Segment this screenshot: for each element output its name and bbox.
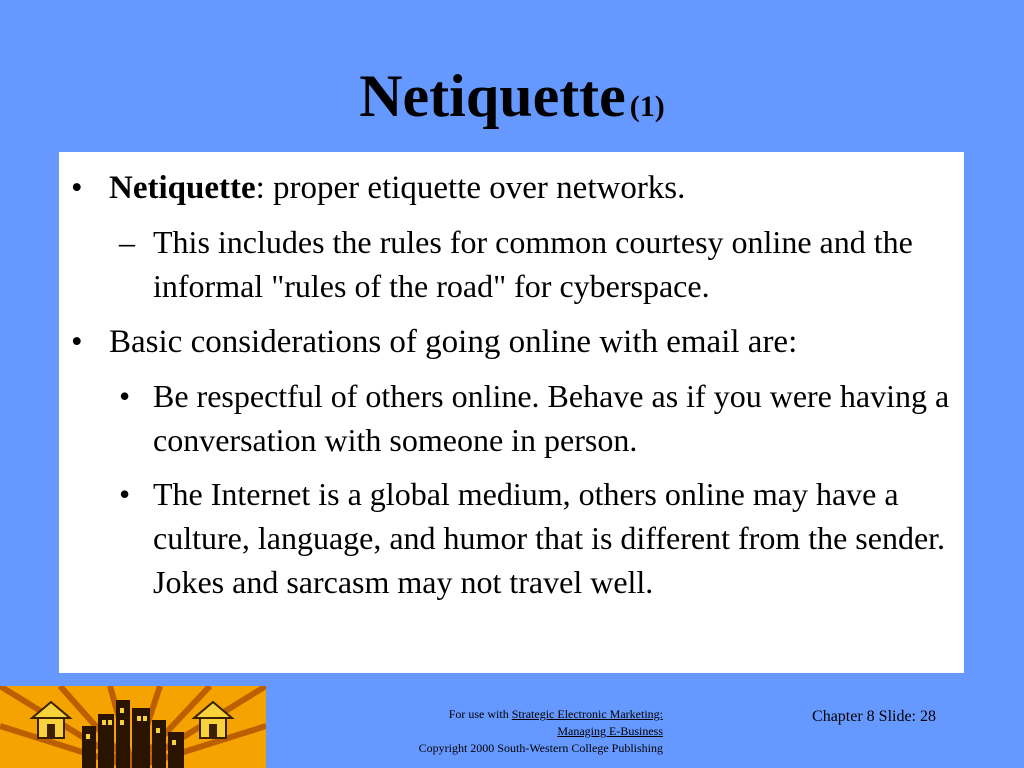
bullet-2-text: Basic considerations of going online with email are: <box>109 324 798 360</box>
city-logo-image <box>0 686 266 768</box>
sub-dash-1-text: This includes the rules for common courtesy online and the informal "rules of the road" for cyberspace. <box>153 224 913 304</box>
bullet-marker: • <box>119 378 131 414</box>
book-title-link-2[interactable]: Managing E-Business <box>557 724 663 738</box>
dash-marker: – <box>119 224 135 260</box>
slide-number: Chapter 8 Slide: 28 <box>812 708 936 725</box>
bullet-marker: • <box>119 476 131 512</box>
title-main: Netiquette <box>359 63 626 129</box>
for-use-with-text: For use with <box>448 707 509 721</box>
copyright-text: Copyright 2000 South-Western College Publishing <box>418 741 663 755</box>
footer-line-1 <box>340 706 663 723</box>
bullet-2 <box>71 320 949 364</box>
sub-bullet-2 <box>119 472 953 604</box>
footer-line-2 <box>340 723 663 740</box>
bullet-1 <box>71 166 949 210</box>
bullet-1-text: : proper etiquette over networks. <box>255 170 686 206</box>
slide-title <box>0 62 1024 131</box>
book-title-link-1[interactable]: Strategic Electronic Marketing: <box>511 707 663 721</box>
bullet-marker: • <box>71 170 83 206</box>
sub-bullet-2-text: The Internet is a global medium, others online may have a culture, language, and humor that is different from the sender. Jokes and sarcasm may not travel well. <box>153 476 946 600</box>
bullet-1-term: Netiquette <box>109 170 256 206</box>
sub-dash-1 <box>119 220 953 308</box>
bullet-marker: • <box>71 324 83 360</box>
title-suffix: (1) <box>629 90 665 123</box>
footer-credits <box>340 706 663 757</box>
sub-bullet-1 <box>119 374 953 462</box>
content-panel <box>59 152 964 673</box>
city-skyline-icon <box>0 686 266 768</box>
sub-bullet-1-text: Be respectful of others online. Behave as if you were having a conversation with someone in person. <box>153 378 950 458</box>
